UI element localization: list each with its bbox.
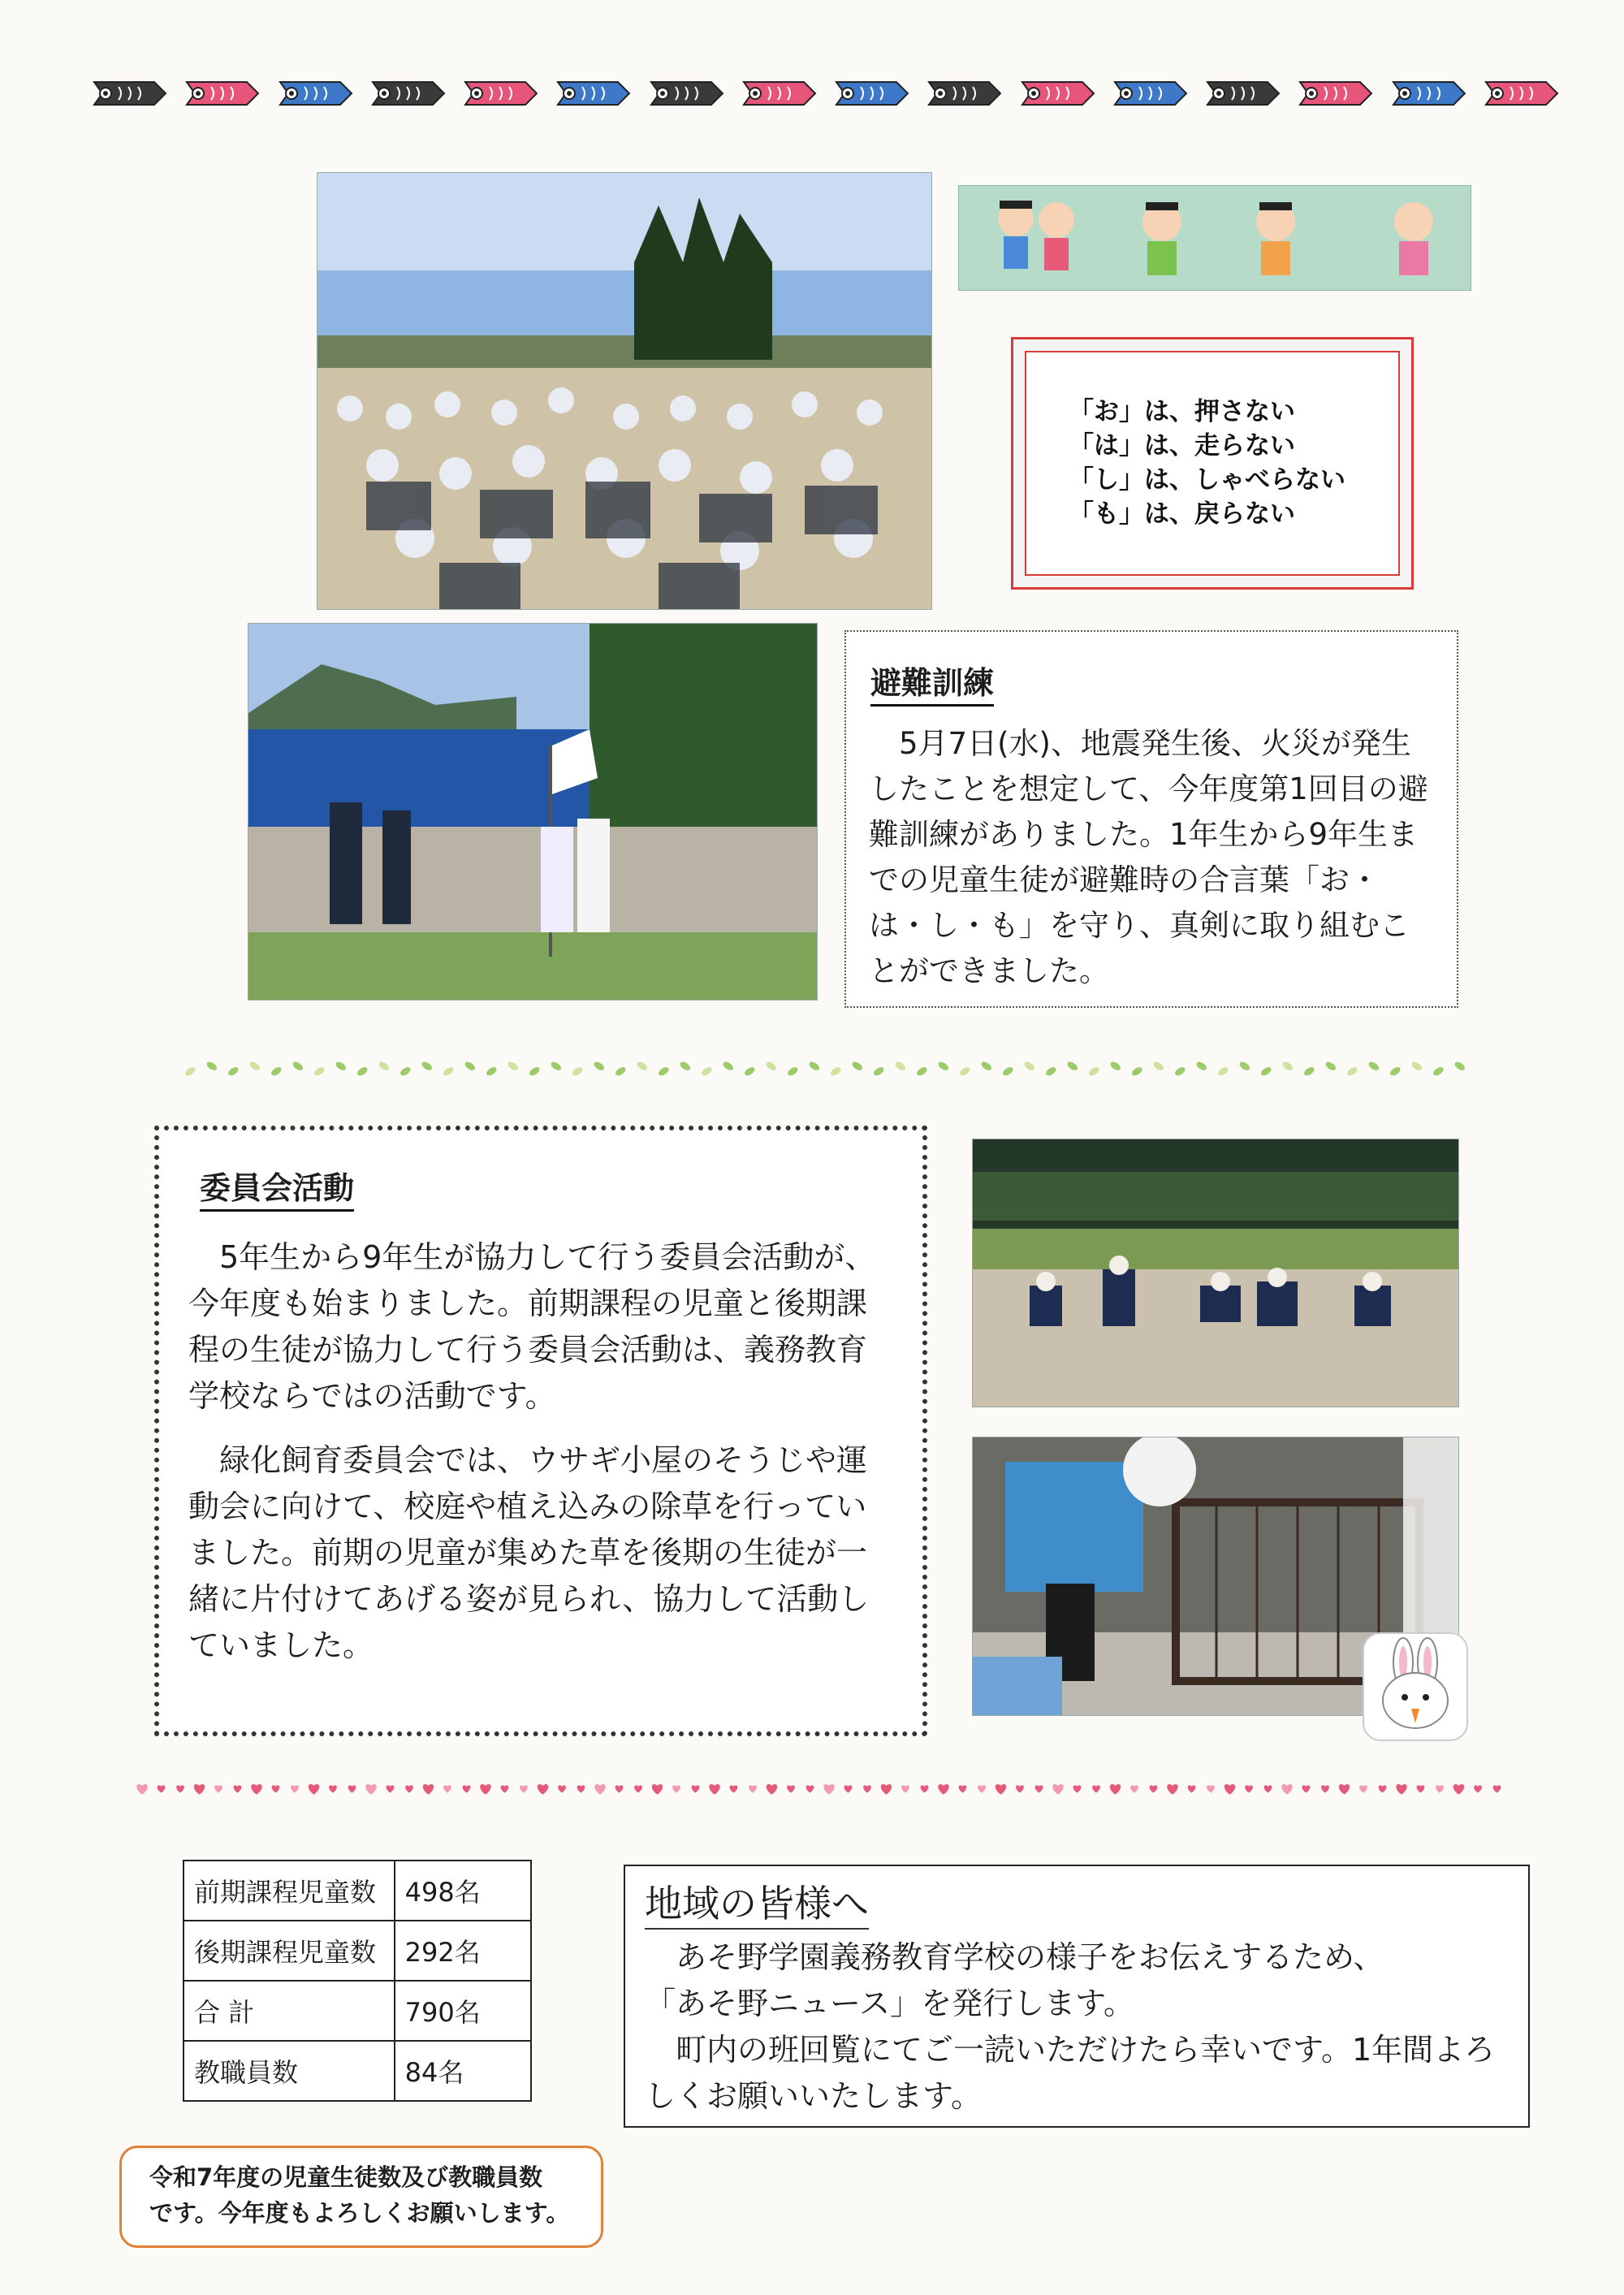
committee-body — [188, 1234, 895, 1687]
leaf-icon — [1130, 1065, 1143, 1078]
leaf-divider — [179, 1052, 1478, 1085]
heart-icon — [1016, 1785, 1024, 1792]
heart-icon — [365, 1784, 376, 1795]
leaf-icon — [399, 1065, 412, 1078]
leaf-icon — [915, 1065, 928, 1078]
leaf-icon — [1109, 1060, 1122, 1072]
leaf-icon — [1453, 1060, 1466, 1072]
leaf-icon — [636, 1060, 649, 1072]
leaf-icon — [700, 1065, 713, 1078]
region-line: あそ野学園義務教育学校の様子をお伝えするため、 — [676, 1939, 1384, 1975]
rule-line: 「も」は、戻らない — [1069, 499, 1295, 529]
koinobori-icon — [275, 77, 353, 110]
leaf-icon — [356, 1065, 369, 1078]
stat-value: 84名 — [395, 2041, 531, 2101]
heart-icon — [692, 1785, 700, 1792]
leaf-icon — [1345, 1065, 1358, 1078]
koinobori-icon — [924, 77, 1002, 110]
leaf-icon — [270, 1065, 283, 1078]
heart-icon — [1359, 1785, 1367, 1792]
stats-note-text — [149, 2159, 569, 2231]
leaf-icon — [1302, 1065, 1315, 1078]
evacuation-title: 避難訓練 — [870, 658, 994, 707]
leaf-icon — [550, 1060, 563, 1072]
heart-icon — [1321, 1785, 1329, 1792]
leaf-icon — [1367, 1060, 1380, 1072]
heart-icon — [1245, 1785, 1253, 1792]
heart-icon — [1150, 1785, 1158, 1792]
heart-divider — [134, 1772, 1514, 1804]
leaf-icon — [485, 1065, 498, 1078]
stats-note — [119, 2146, 603, 2248]
table-row — [184, 1861, 531, 1921]
heart-icon — [272, 1785, 280, 1792]
heart-icon — [594, 1784, 605, 1795]
leaf-icon — [1001, 1065, 1014, 1078]
koinobori-icon — [368, 77, 446, 110]
heart-icon — [158, 1785, 166, 1792]
leaf-icon — [248, 1060, 261, 1072]
region-line: 町内の班回覧にてご一読いただけたら幸いです。1年間よろしくお願いいたします。 — [645, 2032, 1496, 2114]
heart-icon — [1493, 1785, 1501, 1792]
leaf-icon — [657, 1065, 670, 1078]
heart-icon — [1436, 1785, 1444, 1792]
heart-icon — [978, 1785, 986, 1792]
leaf-icon — [937, 1060, 950, 1072]
heart-icon — [767, 1784, 777, 1795]
heart-icon — [1130, 1785, 1138, 1792]
leaf-icon — [593, 1060, 606, 1072]
leaf-icon — [743, 1065, 756, 1078]
rules-list — [1069, 395, 1345, 531]
leaf-icon — [679, 1060, 692, 1072]
koinobori-icon — [739, 77, 817, 110]
heart-icon — [309, 1784, 319, 1795]
heart-icon — [1396, 1784, 1406, 1795]
leaf-icon — [1216, 1065, 1229, 1078]
region-line: 「あそ野ニュース」を発行します。 — [645, 1986, 1135, 2021]
heart-icon — [1224, 1784, 1235, 1795]
leaf-icon — [1281, 1060, 1294, 1072]
stat-label: 合 計 — [184, 1981, 395, 2041]
koinobori-icon — [553, 77, 631, 110]
heart-icon — [1188, 1785, 1196, 1792]
heart-icon — [672, 1785, 680, 1792]
leaf-icon — [1324, 1060, 1337, 1072]
heart-icon — [1264, 1785, 1272, 1792]
heart-icon — [501, 1785, 509, 1792]
koinobori-icon — [831, 77, 909, 110]
heart-icon — [652, 1784, 663, 1795]
photo-weeding-field — [972, 1139, 1459, 1407]
leaf-icon — [1195, 1060, 1208, 1072]
leaf-icon — [1259, 1065, 1272, 1078]
committee-title: 委員会活動 — [200, 1163, 354, 1212]
rule-line: 「は」は、走らない — [1069, 431, 1295, 460]
leaf-icon — [980, 1060, 993, 1072]
heart-icon — [558, 1785, 566, 1792]
heart-icon — [194, 1784, 205, 1795]
heart-icon — [214, 1785, 222, 1792]
heart-icon — [1339, 1784, 1350, 1795]
evacuation-drill-article — [844, 630, 1458, 1008]
leaf-icon — [292, 1060, 304, 1072]
leaf-icon — [507, 1060, 520, 1072]
koinobori-icon — [1203, 77, 1281, 110]
koinobori-icon — [460, 77, 538, 110]
leaf-icon — [851, 1060, 864, 1072]
leaf-icon — [614, 1065, 627, 1078]
heart-icon — [251, 1784, 261, 1795]
stat-value: 292名 — [395, 1921, 531, 1981]
koinobori-icon — [1017, 77, 1095, 110]
heart-icon — [730, 1785, 738, 1792]
heart-icon — [1281, 1784, 1292, 1795]
heart-icon — [634, 1785, 642, 1792]
rabbit-sticker — [1363, 1632, 1468, 1741]
table-row — [184, 1981, 531, 2041]
note-line: です。今年度もよろしくお願いします。 — [149, 2199, 570, 2227]
heart-icon — [959, 1785, 967, 1792]
heart-icon — [520, 1785, 528, 1792]
heart-icon — [1052, 1784, 1063, 1795]
leaf-icon — [958, 1065, 971, 1078]
photo-evacuation-drill — [248, 623, 818, 1001]
heart-icon — [577, 1785, 585, 1792]
leaf-icon — [421, 1060, 434, 1072]
heart-icon — [405, 1785, 413, 1792]
heart-icon — [176, 1785, 184, 1792]
message-to-community — [624, 1865, 1530, 2128]
ohashimo-illustration — [958, 185, 1471, 291]
heart-icon — [234, 1785, 242, 1792]
committee-activity-article — [154, 1126, 927, 1736]
koinobori-icon — [1481, 77, 1559, 110]
photo-students-assembly — [317, 172, 932, 610]
heart-icon — [1207, 1785, 1215, 1792]
leaf-icon — [184, 1065, 197, 1078]
heart-icon — [749, 1785, 757, 1792]
heart-icon — [1073, 1785, 1082, 1792]
leaf-icon — [722, 1060, 735, 1072]
rule-line: 「し」は、しゃべらない — [1069, 465, 1345, 495]
heart-icon — [844, 1785, 853, 1792]
heart-icon — [1092, 1785, 1100, 1792]
koinobori-icon — [1389, 77, 1466, 110]
leaf-icon — [1389, 1065, 1402, 1078]
evacuation-body: 5月7日(水)、地震発生後、火災が発生したことを想定して、今年度第1回目の避難訓練がありました。1年生から9年生までの児童生徒が避難時の合言葉「お・は・し・も」を守り、真剣に取り組むことができました。 — [869, 726, 1428, 988]
heart-icon — [787, 1785, 795, 1792]
leaf-icon — [1066, 1060, 1079, 1072]
leaf-icon — [205, 1060, 218, 1072]
heart-icon — [329, 1785, 337, 1792]
heart-icon — [1167, 1784, 1177, 1795]
table-row — [184, 1921, 531, 1981]
heart-icon — [1110, 1784, 1121, 1795]
heart-icon — [387, 1785, 395, 1792]
stat-label: 教職員数 — [184, 2041, 395, 2101]
koinobori-icon — [1110, 77, 1188, 110]
leaf-icon — [808, 1060, 821, 1072]
leaf-icon — [571, 1065, 584, 1078]
leaf-icon — [378, 1060, 391, 1072]
heart-icon — [423, 1784, 434, 1795]
heart-icon — [463, 1785, 471, 1792]
leaf-icon — [1410, 1060, 1423, 1072]
heart-icon — [881, 1784, 892, 1795]
koinobori-icon — [182, 77, 260, 110]
note-line: 令和7年度の児童生徒数及び教職員数 — [149, 2163, 543, 2191]
heart-icon — [291, 1785, 299, 1792]
leaf-icon — [786, 1065, 799, 1078]
heart-icon — [863, 1785, 871, 1792]
leaf-icon — [765, 1060, 778, 1072]
leaf-icon — [1044, 1065, 1057, 1078]
koinobori-icon — [646, 77, 724, 110]
region-body — [645, 1934, 1514, 2120]
leaf-icon — [528, 1065, 541, 1078]
koinobori-icon — [89, 77, 167, 110]
leaf-icon — [313, 1065, 326, 1078]
leaf-icon — [464, 1060, 477, 1072]
leaf-icon — [1173, 1065, 1186, 1078]
heart-icon — [806, 1785, 814, 1792]
heart-icon — [615, 1785, 624, 1792]
stat-value: 790名 — [395, 1981, 531, 2041]
stat-label: 後期課程児童数 — [184, 1921, 395, 1981]
leaf-icon — [872, 1065, 885, 1078]
heart-icon — [136, 1784, 147, 1795]
leaf-icon — [1432, 1065, 1445, 1078]
region-title: 地域の皆様へ — [645, 1874, 869, 1930]
leaf-icon — [1238, 1060, 1251, 1072]
heart-icon — [921, 1785, 929, 1792]
heart-icon — [480, 1784, 490, 1795]
enrollment-stats-table — [183, 1860, 532, 2102]
heart-icon — [1302, 1785, 1311, 1792]
table-row — [184, 2041, 531, 2101]
heart-icon — [1379, 1785, 1387, 1792]
heart-icon — [996, 1784, 1006, 1795]
heart-icon — [823, 1784, 834, 1795]
rule-line: 「お」は、押さない — [1069, 397, 1295, 426]
committee-paragraph-2: 緑化飼育委員会では、ウサギ小屋のそうじや運動会に向けて、校庭や植え込みの除草を行っていました。前期の児童が集めた草を後期の生徒が一緒に片付けてあげる姿が見られ、協力して活動していました。 — [188, 1442, 870, 1663]
leaf-icon — [442, 1065, 455, 1078]
stat-value: 498名 — [395, 1861, 531, 1921]
leaf-icon — [227, 1065, 240, 1078]
heart-icon — [1417, 1785, 1425, 1792]
leaf-icon — [335, 1060, 348, 1072]
heart-icon — [901, 1785, 909, 1792]
leaf-icon — [829, 1065, 842, 1078]
heart-icon — [1474, 1785, 1482, 1792]
heart-icon — [938, 1784, 948, 1795]
heart-icon — [1453, 1784, 1464, 1795]
koinobori-icon — [1295, 77, 1373, 110]
heart-icon — [1035, 1785, 1043, 1792]
leaf-icon — [1023, 1060, 1036, 1072]
ohashimo-rules-box — [1011, 337, 1414, 590]
heart-icon — [443, 1785, 451, 1792]
stat-label: 前期課程児童数 — [184, 1861, 395, 1921]
koinobori-border — [89, 73, 1559, 114]
heart-icon — [709, 1784, 719, 1795]
heart-icon — [538, 1784, 548, 1795]
committee-paragraph-1: 5年生から9年生が協力して行う委員会活動が、今年度も始まりました。前期課程の児童と後期課程の生徒が協力して行う委員会活動は、義務教育学校ならではの活動です。 — [188, 1239, 876, 1414]
leaf-icon — [1152, 1060, 1165, 1072]
leaf-icon — [1087, 1065, 1100, 1078]
leaf-icon — [894, 1060, 907, 1072]
heart-icon — [348, 1785, 356, 1792]
